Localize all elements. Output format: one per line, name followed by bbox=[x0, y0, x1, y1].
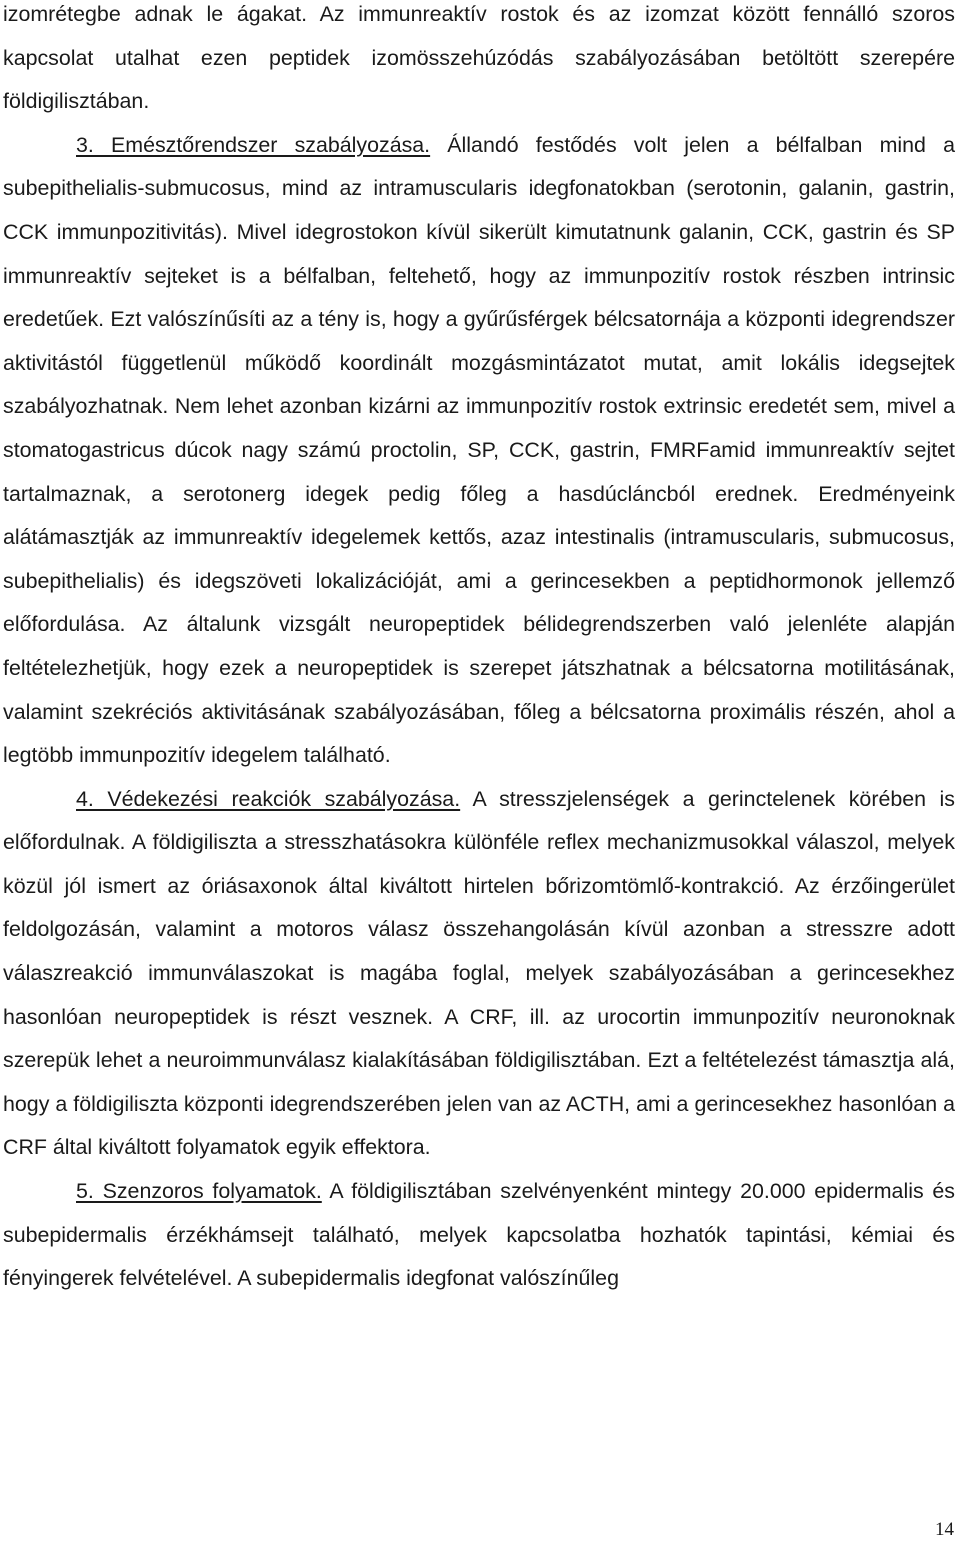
page-number: 14 bbox=[935, 1519, 954, 1540]
paragraph-continuation-text: izomrétegbe adnak le ágakat. Az immunreaktív rostok és az izomzat között fennálló szoros kapcsolat utalhat ezen peptidek izomösszehúzódás szabályozásában betöltött szerepére földigilisztában. bbox=[3, 2, 955, 114]
section-3-paragraph bbox=[3, 124, 955, 778]
section-5-body: A földigilisztában szelvényenként mintegy 20.000 epidermalis és subepidermalis érzékhámsejt található, melyek kapcsolatba hozhatók tapintási, kémiai és fényingerek felvételével. A subepidermalis idegfonat valószínűleg bbox=[3, 1179, 955, 1291]
paragraph-continuation bbox=[3, 0, 955, 124]
section-4-paragraph bbox=[3, 778, 955, 1170]
section-3-heading: 3. Emésztőrendszer szabályozása. bbox=[76, 132, 431, 157]
section-3-body: Állandó festődés volt jelen a bélfalban mind a subepithelialis-submucosus, mind az intramuscularis idegfonatokban (serotonin, galanin, gastrin, CCK immunpozitivitás). Mivel idegrostokon kívül sikerült kimutatnunk galanin, CCK, gastrin és SP immunreaktív sejteket is a bélfalban, feltehető, hogy az immunpozitív rostok részben intrinsic eredetűek. Ezt valószínűsíti az a tény is, hogy a gyűrűsférgek bélcsatornája a központi idegrendszer aktivitástól függetlenül működő koordinált mozgásmintázatot mutat, amit lokális idegsejtek szabályozhatnak. Nem lehet azonban kizárni az immunpozitív rostok extrinsic eredetét sem, mivel a stomatogastricus dúcok nagy számú proctolin, SP, CCK, gastrin, FMRFamid immunreaktív sejtet tartalmaznak, a serotonerg idegek pedig főleg a hasdúcláncból erednek. Eredményeink alátámasztják az immunreaktív idegelemek kettős, azaz intestinalis (intramuscularis, submucosus, subepithelialis) és idegszöveti lokalizációját, ami a gerincesekben a peptidhormonok jellemző előfordulása. Az általunk vizsgált neuropeptidek bélidegrendszerben való jelenléte alapján feltételezhetjük, hogy ezek a neuropeptidek is szerepet játszhatnak a bélcsatorna motilitásának, valamint szekréciós aktivitásának szabályozásában, főleg a bélcsatorna proximális részén, ahol a legtöbb immunpozitív idegelem található. bbox=[3, 132, 955, 768]
section-4-body: A stresszjelenségek a gerinctelenek körében is előfordulnak. A földigiliszta a stresszhatásokra különféle reflex mechanizmusokkal válaszol, melyek közül jól ismert az óriásaxonok által kiváltott hirtelen bőrizomtömlő-kontrakció. Az érzőingerület feldolgozásán, valamint a motoros válasz összehangolásán kívül azonban a stresszre adott válaszreakció immunválaszokat is magába foglal, melyek szabályozásában a gerincesekhez hasonlóan neuropeptidek is részt vesznek. A CRF, ill. az urocortin immunpozitív neuronoknak szerepük lehet a neuroimmunválasz kialakításában földigilisztában. Ezt a feltételezést támasztja alá, hogy a földigiliszta központi idegrendszerében jelen van az ACTH, ami a gerincesekhez hasonlóan a CRF által kiváltott folyamatok egyik effektora. bbox=[3, 786, 955, 1160]
section-4-heading: 4. Védekezési reakciók szabályozása. bbox=[76, 786, 461, 811]
section-5-heading: 5. Szenzoros folyamatok. bbox=[76, 1179, 322, 1204]
body-text bbox=[3, 0, 955, 1301]
section-5-paragraph bbox=[3, 1170, 955, 1301]
